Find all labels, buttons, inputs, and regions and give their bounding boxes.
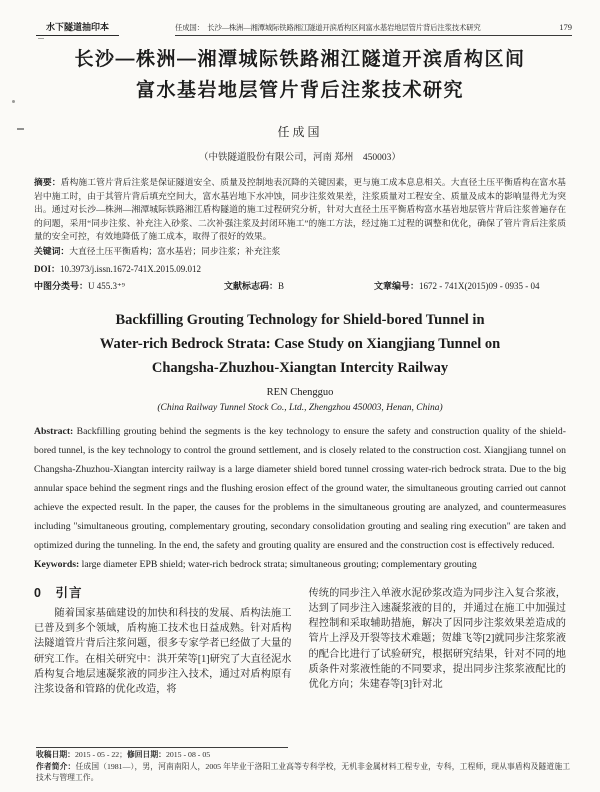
clc-group <box>34 280 224 293</box>
footnote-rule <box>36 747 288 748</box>
edition-label: 水下隧道抽印本 <box>36 22 119 36</box>
scan-artifact <box>17 128 24 130</box>
left-column-paragraph: 随着国家基础建设的加快和科技的发展、盾构法施工已普及到多个领域，盾构施工技术也日益成熟。针对盾构法隧道管片背后注浆问题，很多专家学者已经做了大量的研究工作。在相关研究中：洪开荣等[1]研究了大直径泥水盾构复合地层速凝浆液的同步注入技术，通过对盾构原有注浆设备和管路的优化改造，将 <box>34 607 292 696</box>
scan-artifact <box>12 100 15 103</box>
running-header <box>36 22 572 36</box>
abstract-label-cn: 摘要： <box>34 177 61 187</box>
doi-label: DOI： <box>34 263 61 274</box>
section-heading: 0 引言 <box>34 585 83 600</box>
revised-label: 修回日期： <box>126 750 166 760</box>
article-id-label: 文章编号： <box>374 280 420 291</box>
right-column <box>309 586 567 698</box>
en-title-line-1: Backfilling Grouting Technology for Shield-bored Tunnel in <box>115 311 485 328</box>
affiliation-cn: （中铁隧道股份有限公司，河南 郑州 450003） <box>199 153 401 163</box>
revised-value: 2015 - 08 - 05 <box>165 750 211 760</box>
abstract-en <box>34 422 566 555</box>
keywords-en <box>34 555 566 574</box>
doi-line <box>34 263 566 276</box>
keywords-cn <box>34 245 566 259</box>
footnote-dates <box>36 749 570 761</box>
meta-block-cn <box>34 176 566 293</box>
keywords-text-cn: 大直径土压平衡盾构；富水基岩；同步注浆；补充注浆 <box>69 245 281 256</box>
clc-value: U 455.3⁺⁹ <box>88 280 125 291</box>
scan-artifact <box>38 38 44 39</box>
article-id-value: 1672 - 741X(2015)09 - 0935 - 04 <box>419 280 540 291</box>
received-label: 收稿日期： <box>36 750 75 760</box>
keywords-text-en: large diameter EPB shield; water-rich bedrock strata; simultaneous grouting; complementary grouting <box>79 558 477 570</box>
running-title-rule <box>175 22 572 36</box>
right-column-paragraph: 传统的同步注入单液水泥砂浆改造为同步注入复合浆液，达到了同步注入速凝浆液的目的，并通过在施工中加强过程控制和采取辅助措施，解决了因同步注浆效果差造成的管片上浮及开裂等技术难题；贺雄飞等[2]就同步注浆浆液的配合比进行了试验研究，根据研究结果，针对不同的地质条件对浆液性能的不同要求，提出同步注浆浆液配比的优化方向；朱建春等[3]针对北 <box>308 587 566 691</box>
title-line-2: 富水基岩地层管片背后注浆技术研究 <box>135 80 464 101</box>
bio-value: 任成国（1981—），男，河南南阳人，2005 年毕业于洛阳工业高等专科学校，无机非金属材料工程专业，专科，工程师，现从事盾构及隧道施工技术与管理工作。 <box>36 761 570 783</box>
page-number: 179 <box>559 22 572 32</box>
en-title-line-3: Changsha-Zhuzhou-Xiangtan Intercity Railway <box>151 359 449 376</box>
footnote-bio <box>36 761 570 784</box>
doc-code-label: 文献标志码： <box>224 280 279 291</box>
doc-code-value: B <box>278 280 285 291</box>
bio-label: 作者简介： <box>36 761 76 771</box>
author-name-cn: 任成国 <box>277 125 323 139</box>
article-title-en <box>30 308 570 380</box>
running-title: 任成国： 长沙—株洲—湘潭城际铁路湘江隧道开滨盾构区间富水基岩地层管片背后注浆技术研究 <box>175 23 481 32</box>
abstract-text-cn: 盾构施工管片背后注浆是保证隧道安全、质量及控制地表沉降的关键因素，更与施工成本息息相关。大直径土压平衡盾构在富水基岩中施工时，由于其管片背后填充空间大，富水基岩地下水冲蚀，同步注浆效果差，注浆质量对工程安全、质量及成本的影响显得尤为突出。通过对长沙—株洲—湘潭城际铁路湘江盾构隧道的施工过程研究分析，针对大直径土压平衡盾构富水基岩地层管片背后注浆普遍存在的问题，采用“同步注浆、补充注入砂浆、二次补强注浆及封闭环施工”的施工方法，经过施工过程的调整和优化，确保了管片背后注浆质量的安全可控，有效地降低了施工成本，取得了很好的效果。 <box>34 177 566 242</box>
doi-value: 10.3973/j.issn.1672-741X.2015.09.012 <box>60 263 202 274</box>
received-value: 2015 - 05 - 22； <box>74 750 127 760</box>
author-name-en: REN Chengguo <box>266 386 334 398</box>
en-title-line-2: Water-rich Bedrock Strata: Case Study on Xiangjiang Tunnel on <box>99 335 501 352</box>
keywords-label-en: Keywords: <box>34 558 80 570</box>
abstract-text-en: Backfilling grouting behind the segments is the key technology to ensure the safety and construction quality of the shield-bored tunnel, is the key technology to control the ground settlement, and is closely related to the construction cost. Xiangjiang tunnel on Changsha-Zhuzhou-Xiangtan intercity railway is a large diameter shield bored tunnel crossing water-rich bedrock strata. Due to the big annular space behind the segment rings and the flushing erosion effect of the ground water, the simultaneous grouting carried out cannot achieve the expected result. In the paper, the causes for the problems in the simultaneous grouting are analyzed, and countermeasures including "simultaneous grouting, complementary grouting, secondary consolidation grouting and sealing ring execution" are taken and optimized during the tunneling. In the end, the safety and grouting quality are ensured and the construction cost is effectively reduced. <box>34 425 566 551</box>
abstract-cn <box>34 176 566 244</box>
article-id-group <box>374 280 566 293</box>
footnote <box>36 749 570 784</box>
keywords-label-cn: 关键词： <box>34 245 70 256</box>
classification-line <box>34 280 566 293</box>
clc-label: 中图分类号： <box>34 280 89 291</box>
left-column <box>34 586 292 698</box>
affiliation-en: (China Railway Tunnel Stock Co., Ltd., Zhengzhou 450003, Henan, China) <box>157 402 443 413</box>
abstract-label-en: Abstract: <box>34 425 74 437</box>
article-title-cn <box>40 44 560 106</box>
doc-code-group <box>224 280 374 293</box>
body-columns <box>34 586 566 698</box>
title-line-1: 长沙—株洲—湘潭城际铁路湘江隧道开滨盾构区间 <box>74 49 526 70</box>
